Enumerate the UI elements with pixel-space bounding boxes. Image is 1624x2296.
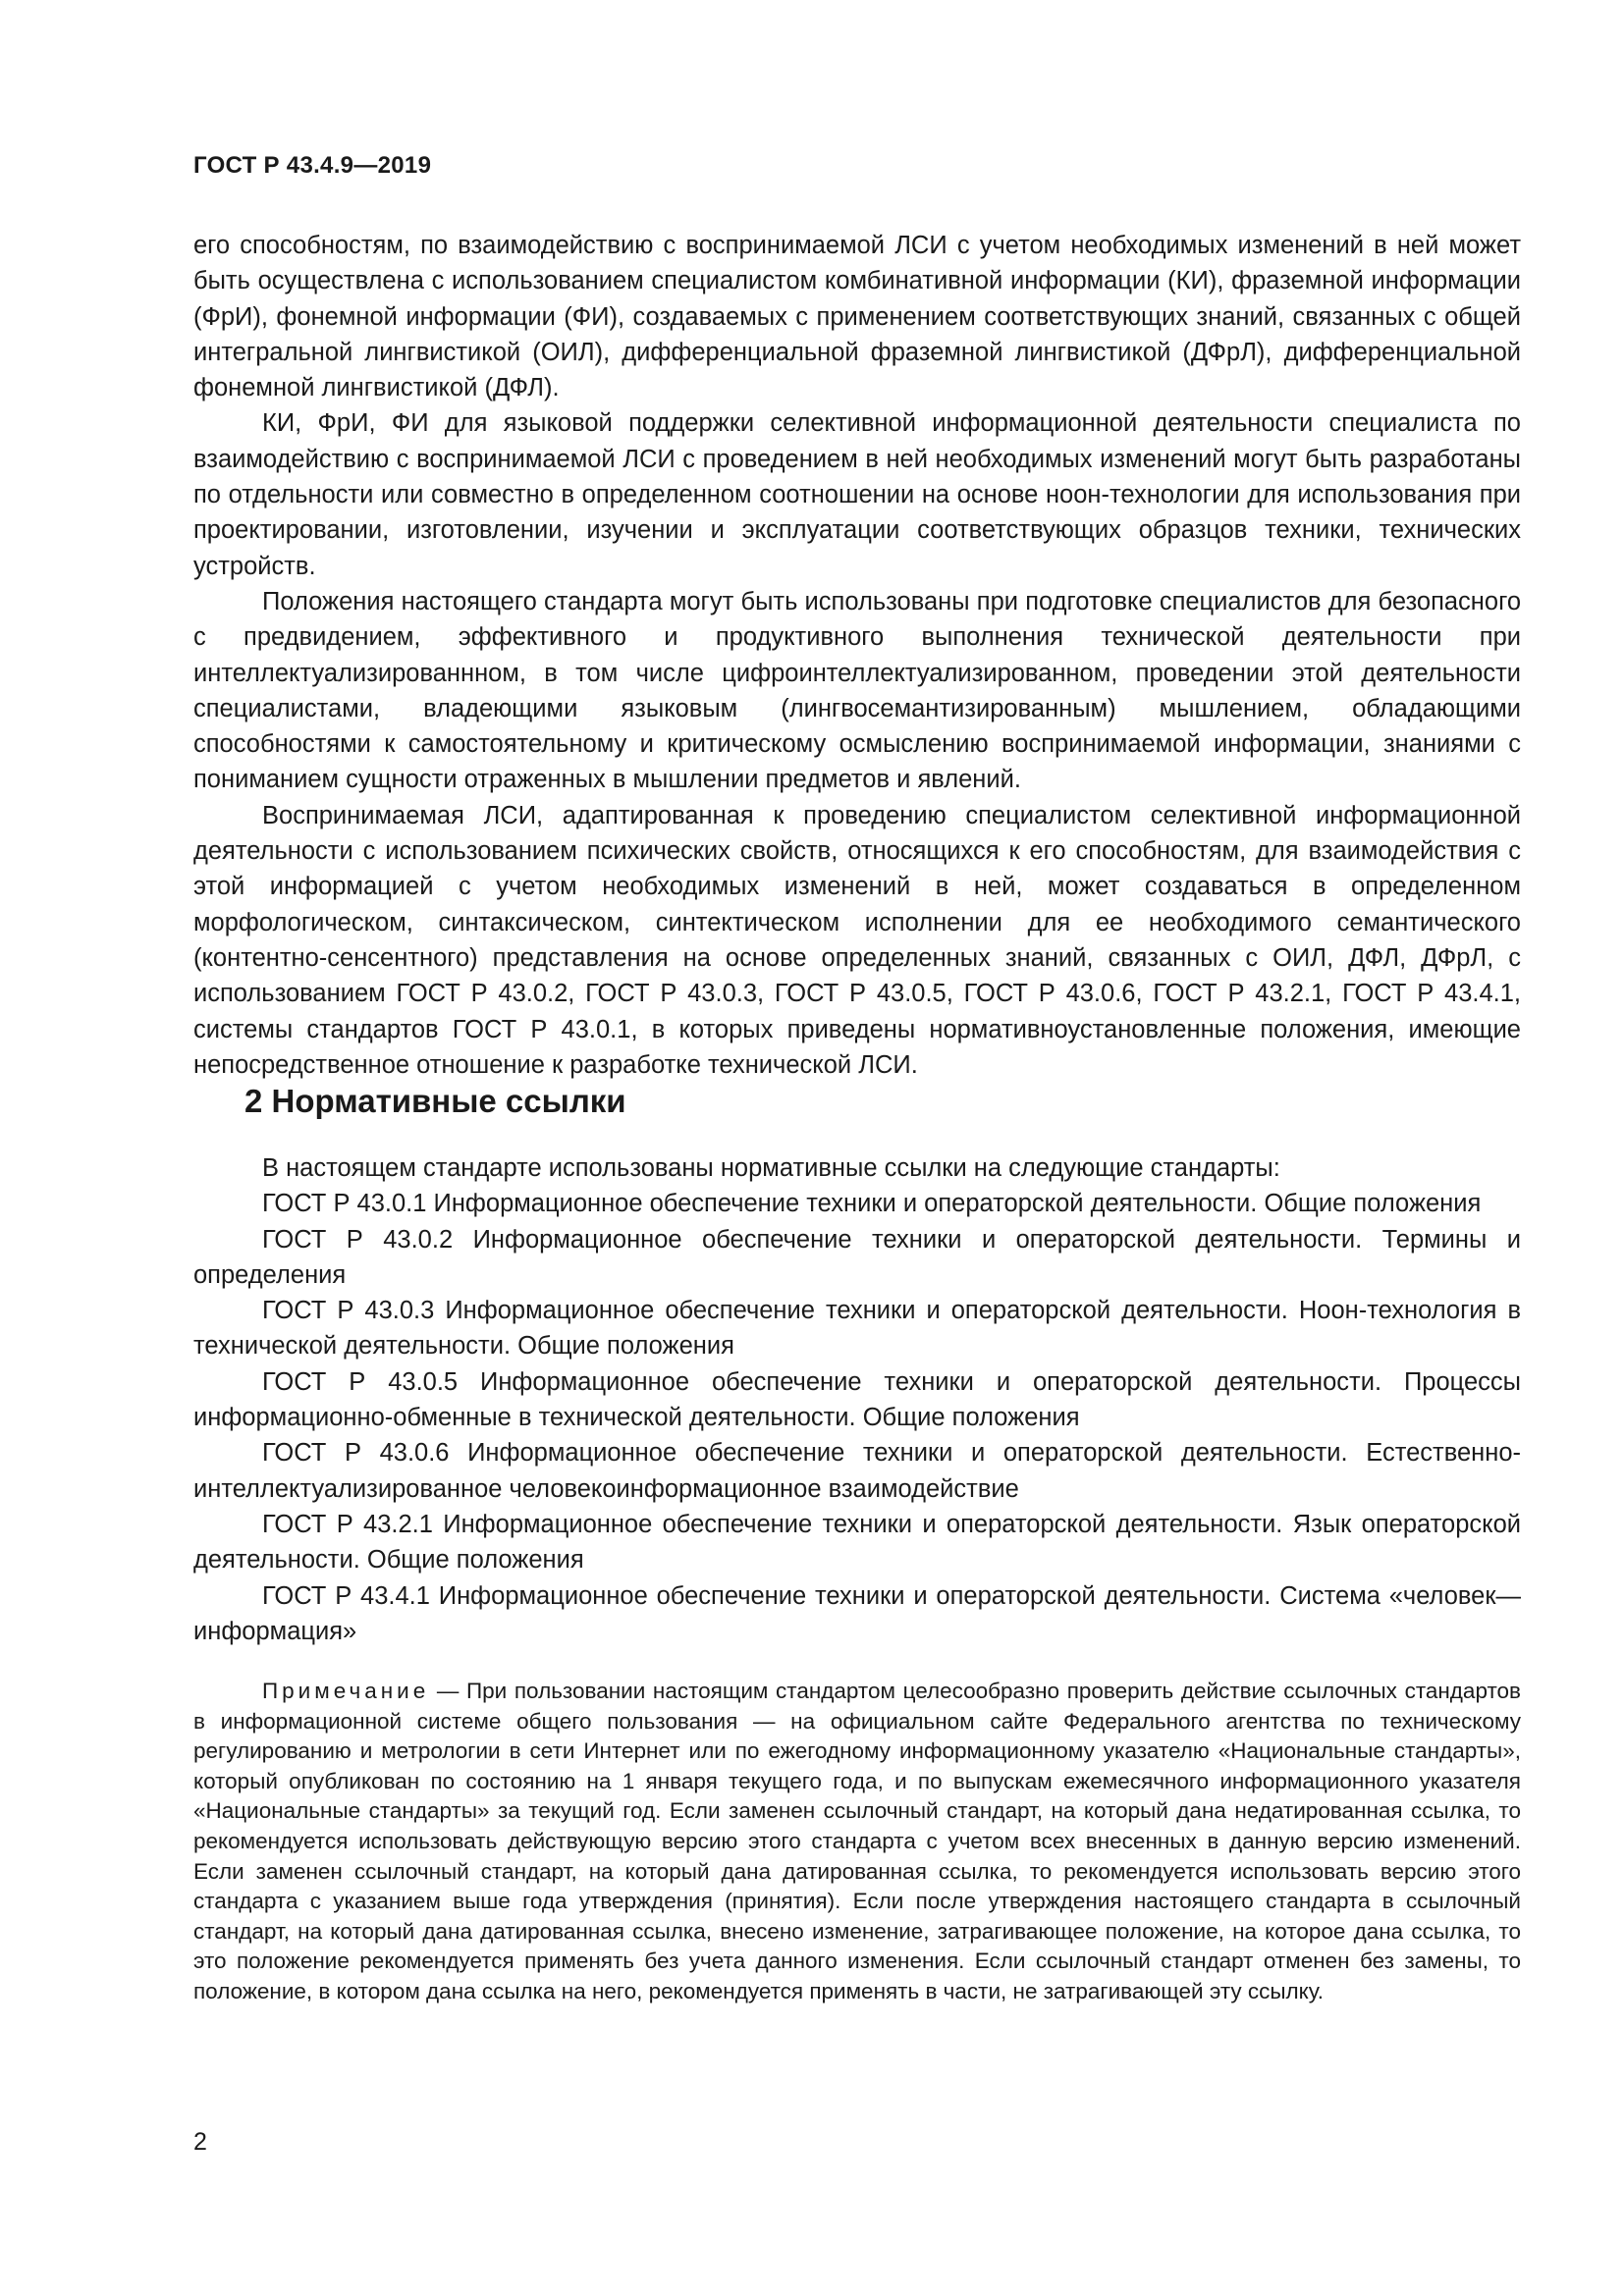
reference-item: ГОСТ Р 43.0.1 Информационное обеспечение техники и операторской деятельности. Общие положения (262, 1190, 1482, 1218)
references-intro: В настоящем стандарте использованы нормативные ссылки на следующие стандарты: (262, 1154, 1280, 1182)
note-block (193, 1677, 1521, 2007)
note-paragraph (193, 1677, 1521, 2007)
reference-item: ГОСТ Р 43.0.3 Информационное обеспечение техники и операторской деятельности. Ноон-технология в технической деятельности. Общие положения (193, 1297, 1521, 1361)
body-paragraph: КИ, ФрИ, ФИ для языковой поддержки селективной информационной деятельности специалиста по взаимодействию с воспринимаемой ЛСИ с проведением в ней необходимых изменений могут быть разработаны по отдельности или совместно в определенном соотношении на основе ноон-технологии для использования при проектировании, изготовлении, изучении и эксплуатации соответствующих образцов техники, технических устройств. (193, 409, 1521, 580)
body-text (193, 228, 1521, 1083)
note-text: — При пользовании настоящим стандартом целесообразно проверить действие ссылочных стандартов в информационной системе общего пользования — на официальном сайте Федерального агентства по техническому регулированию и метрологии в сети Интернет или по ежегодному информационному указателю «Национальные стандарты», который опубликован по состоянию на 1 января текущего года, и по выпускам ежемесячного информационного указателя «Национальные стандарты» за текущий год. Если заменен ссылочный стандарт, на который дана недатированная ссылка, то рекомендуется использовать действующую версию этого стандарта с учетом всех внесенных в данную версию изменений. Если заменен ссылочный стандарт, на который дана датированная ссылка, то рекомендуется использовать версию этого стандарта с указанием выше года утверждения (принятия). Если после утверждения настоящего стандарта в ссылочный стандарт, на который дана датированная ссылка, внесено изменение, затрагивающее положение, на которое дана ссылка, то это положение рекомендуется применять без учета данного изменения. Если ссылочный стандарт отменен без замены, то положение, в котором дана ссылка на него, рекомендуется применять в части, не затрагивающей эту ссылку. (193, 1679, 1521, 2003)
reference-item: ГОСТ Р 43.0.5 Информационное обеспечение техники и операторской деятельности. Процессы информационно-обменные в технической деятельности. Общие положения (193, 1367, 1521, 1432)
body-paragraph: Воспринимаемая ЛСИ, адаптированная к проведению специалистом селективной информационной деятельности с использованием психических свойств, относящихся к его способностям, для взаимодействия с этой информацией с учетом необходимых изменений в ней, может создаваться в определенном морфологическом, синтаксическом, синтектическом исполнении для ее необходимого семантического (контентно-сенсентного) представления на основе определенных знаний, связанных с ОИЛ, ДФЛ, ДФрЛ, с использованием ГОСТ Р 43.0.2, ГОСТ Р 43.0.3, ГОСТ Р 43.0.5, ГОСТ Р 43.0.6, ГОСТ Р 43.2.1, ГОСТ Р 43.4.1, системы стандартов ГОСТ Р 43.0.1, в которых приведены нормативноустановленные положения, имеющие непосредственное отношение к разработке технической ЛСИ. (193, 801, 1521, 1079)
body-paragraph: Положения настоящего стандарта могут быть использованы при подготовке специалистов для безопасного с предвидением, эффективного и продуктивного выполнения технической деятельности при интеллектуализированнном, в том числе цифроинтеллектуализированном, проведении этой деятельности специалистами, владеющими языковым (лингвосемантизированным) мышлением, обладающими способностями к самостоятельному и критическому осмыслению воспринимаемой информации, знаниями с пониманием сущности отраженных в мышлении предметов и явлений. (193, 587, 1521, 794)
reference-item: ГОСТ Р 43.0.2 Информационное обеспечение техники и операторской деятельности. Термины и определения (193, 1225, 1521, 1289)
note-label: Примечание (262, 1679, 430, 1703)
reference-item: ГОСТ Р 43.0.6 Информационное обеспечение техники и операторской деятельности. Естественно-интеллектуализированное человекоинформационное взаимодействие (193, 1439, 1521, 1503)
reference-item: ГОСТ Р 43.4.1 Информационное обеспечение техники и операторской деятельности. Система «человек—информация» (193, 1581, 1521, 1645)
section-title: 2 Нормативные ссылки (244, 1083, 626, 1119)
document-code-header: ГОСТ Р 43.4.9—2019 (193, 152, 432, 179)
reference-item: ГОСТ Р 43.2.1 Информационное обеспечение техники и операторской деятельности. Язык операторской деятельности. Общие положения (193, 1510, 1521, 1575)
body-paragraph: его способностям, по взаимодействию с воспринимаемой ЛСИ с учетом необходимых изменений в ней может быть осуществлена с использованием специалистом комбинативной информации (КИ), фраземной информации (ФрИ), фонемной информации (ФИ), создаваемых с применением соответствующих знаний, связанных с общей интегральной лингвистикой (ОИЛ), дифференциальной фраземной лингвистикой (ДФрЛ), дифференциальной фонемной лингвистикой (ДФЛ). (193, 232, 1521, 402)
page-number: 2 (193, 2128, 207, 2156)
references-list (193, 1150, 1521, 1649)
